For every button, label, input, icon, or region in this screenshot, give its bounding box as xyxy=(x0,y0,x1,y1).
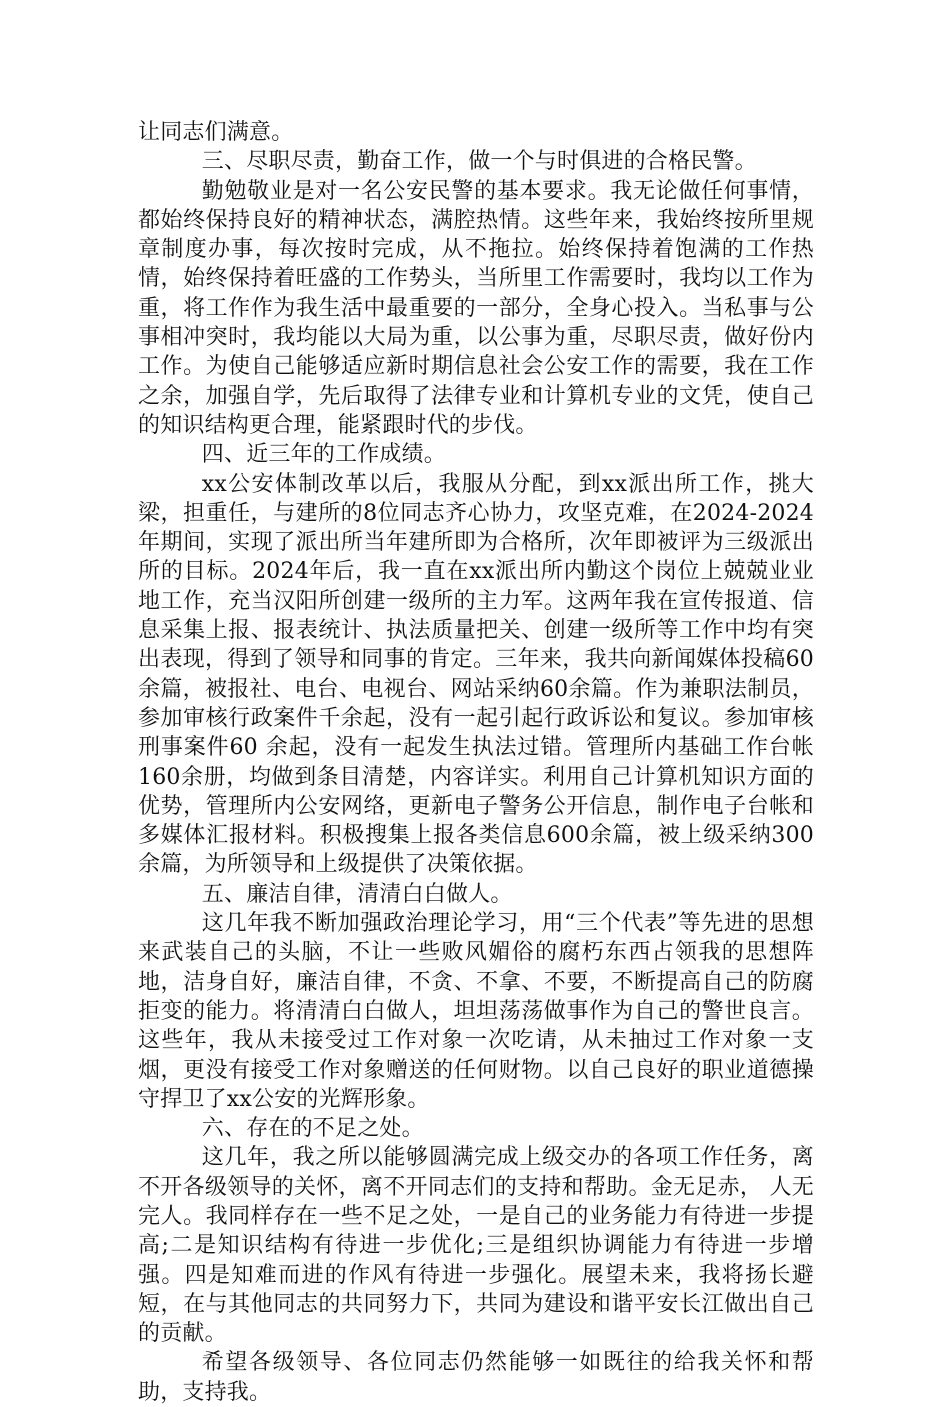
section-heading-five: 五、廉洁自律，清清白白做人。 xyxy=(201,881,513,907)
section-heading-three: 三、尽职尽责，勤奋工作，做一个与时俱进的合格民警。 xyxy=(201,149,757,175)
paragraph-achievements: xx公安体制改革以后，我服从分配，到xx派出所工作，挑大梁，担重任，与建所的8位同志齐心协力，攻坚克难，在2024-2024年期间，实现了派出所当年建所即为合格所，次年即被评为三级派出所的目标。2024年后，我一直在xx派出所内勤这个岗位上兢兢业业地工作，充当汉阳所创建一级所的主力军。这两年我在宣传报道、信息采集上报、报表统计、执法质量把关、创建一级所等工作中均有突出表现，得到了领导和同事的肯定。三年来，我共向新闻媒体投稿60余篇，被报社、电台、电视台、网站采纳60余篇。作为兼职法制员，参加审核行政案件千余起，没有一起引起行政诉讼和复议。参加审核刑事案件60 余起，没有一起发生执法过错。管理所内基础工作台帐160余册，均做到条目清楚，内容详实。利用自己计算机知识方面的优势，管理所内公安网络，更新电子警务公开信息，制作电子台帐和多媒体汇报材料。积极搜集上报各类信息600余篇，被上级采纳300余篇，为所领导和上级提供了决策依据。 xyxy=(138,471,814,878)
section-heading-six: 六、存在的不足之处。 xyxy=(201,1116,424,1142)
document-body xyxy=(138,118,814,1407)
paragraph-integrity: 这几年我不断加强政治理论学习，用“三个代表”等先进的思想来武装自己的头脑，不让一些败风媚俗的腐朽东西占领我的思想阵地，洁身自好，廉洁自律，不贪、不拿、不要，不断提高自己的防腐拒变的能力。将清清白白做人，坦坦荡荡做事作为自己的警世良言。这些年，我从未接受过工作对象一次吃请，从未抽过工作对象一支烟，更没有接受工作对象赠送的任何财物。以自己良好的职业道德操守捍卫了xx公安的光辉形象。 xyxy=(138,911,814,1112)
paragraph-shortcomings: 这几年，我之所以能够圆满完成上级交办的各项工作任务，离不开各级领导的关怀，离不开同志们的支持和帮助。金无足赤， 人无完人。我同样存在一些不足之处，一是自己的业务能力有待进一步提高;二是知识结构有待进一步优化;三是组织协调能力有待进一步增强。四是知难而进的作风有待进一步强化。展望未来，我将扬长避短，在与其他同志的共同努力下，共同为建设和谐平安长江做出自己的贡献。 xyxy=(138,1145,814,1347)
section-heading-four: 四、近三年的工作成绩。 xyxy=(201,442,446,468)
paragraph-continuation: 让同志们满意。 xyxy=(138,120,294,145)
paragraph-dedication: 勤勉敬业是对一名公安民警的基本要求。我无论做任何事情，都始终保持良好的精神状态，满腔热情。这些年来，我始终按所里规章制度办事，每次按时完成，从不拖拉。始终保持着饱满的工作热情，始终保持着旺盛的工作势头，当所里工作需要时，我均以工作为重，将工作作为我生活中最重要的一部分，全身心投入。当私事与公事相冲突时，我均能以大局为重，以公事为重，尽职尽责，做好份内工作。为使自己能够适应新时期信息社会公安工作的需要，我在工作之余，加强自学，先后取得了法律专业和计算机专业的文凭，使自己的知识结构更合理，能紧跟时代的步伐。 xyxy=(138,178,814,438)
paragraph-closing: 希望各级领导、各位同志仍然能够一如既往的给我关怀和帮助，支持我。 xyxy=(138,1350,814,1405)
